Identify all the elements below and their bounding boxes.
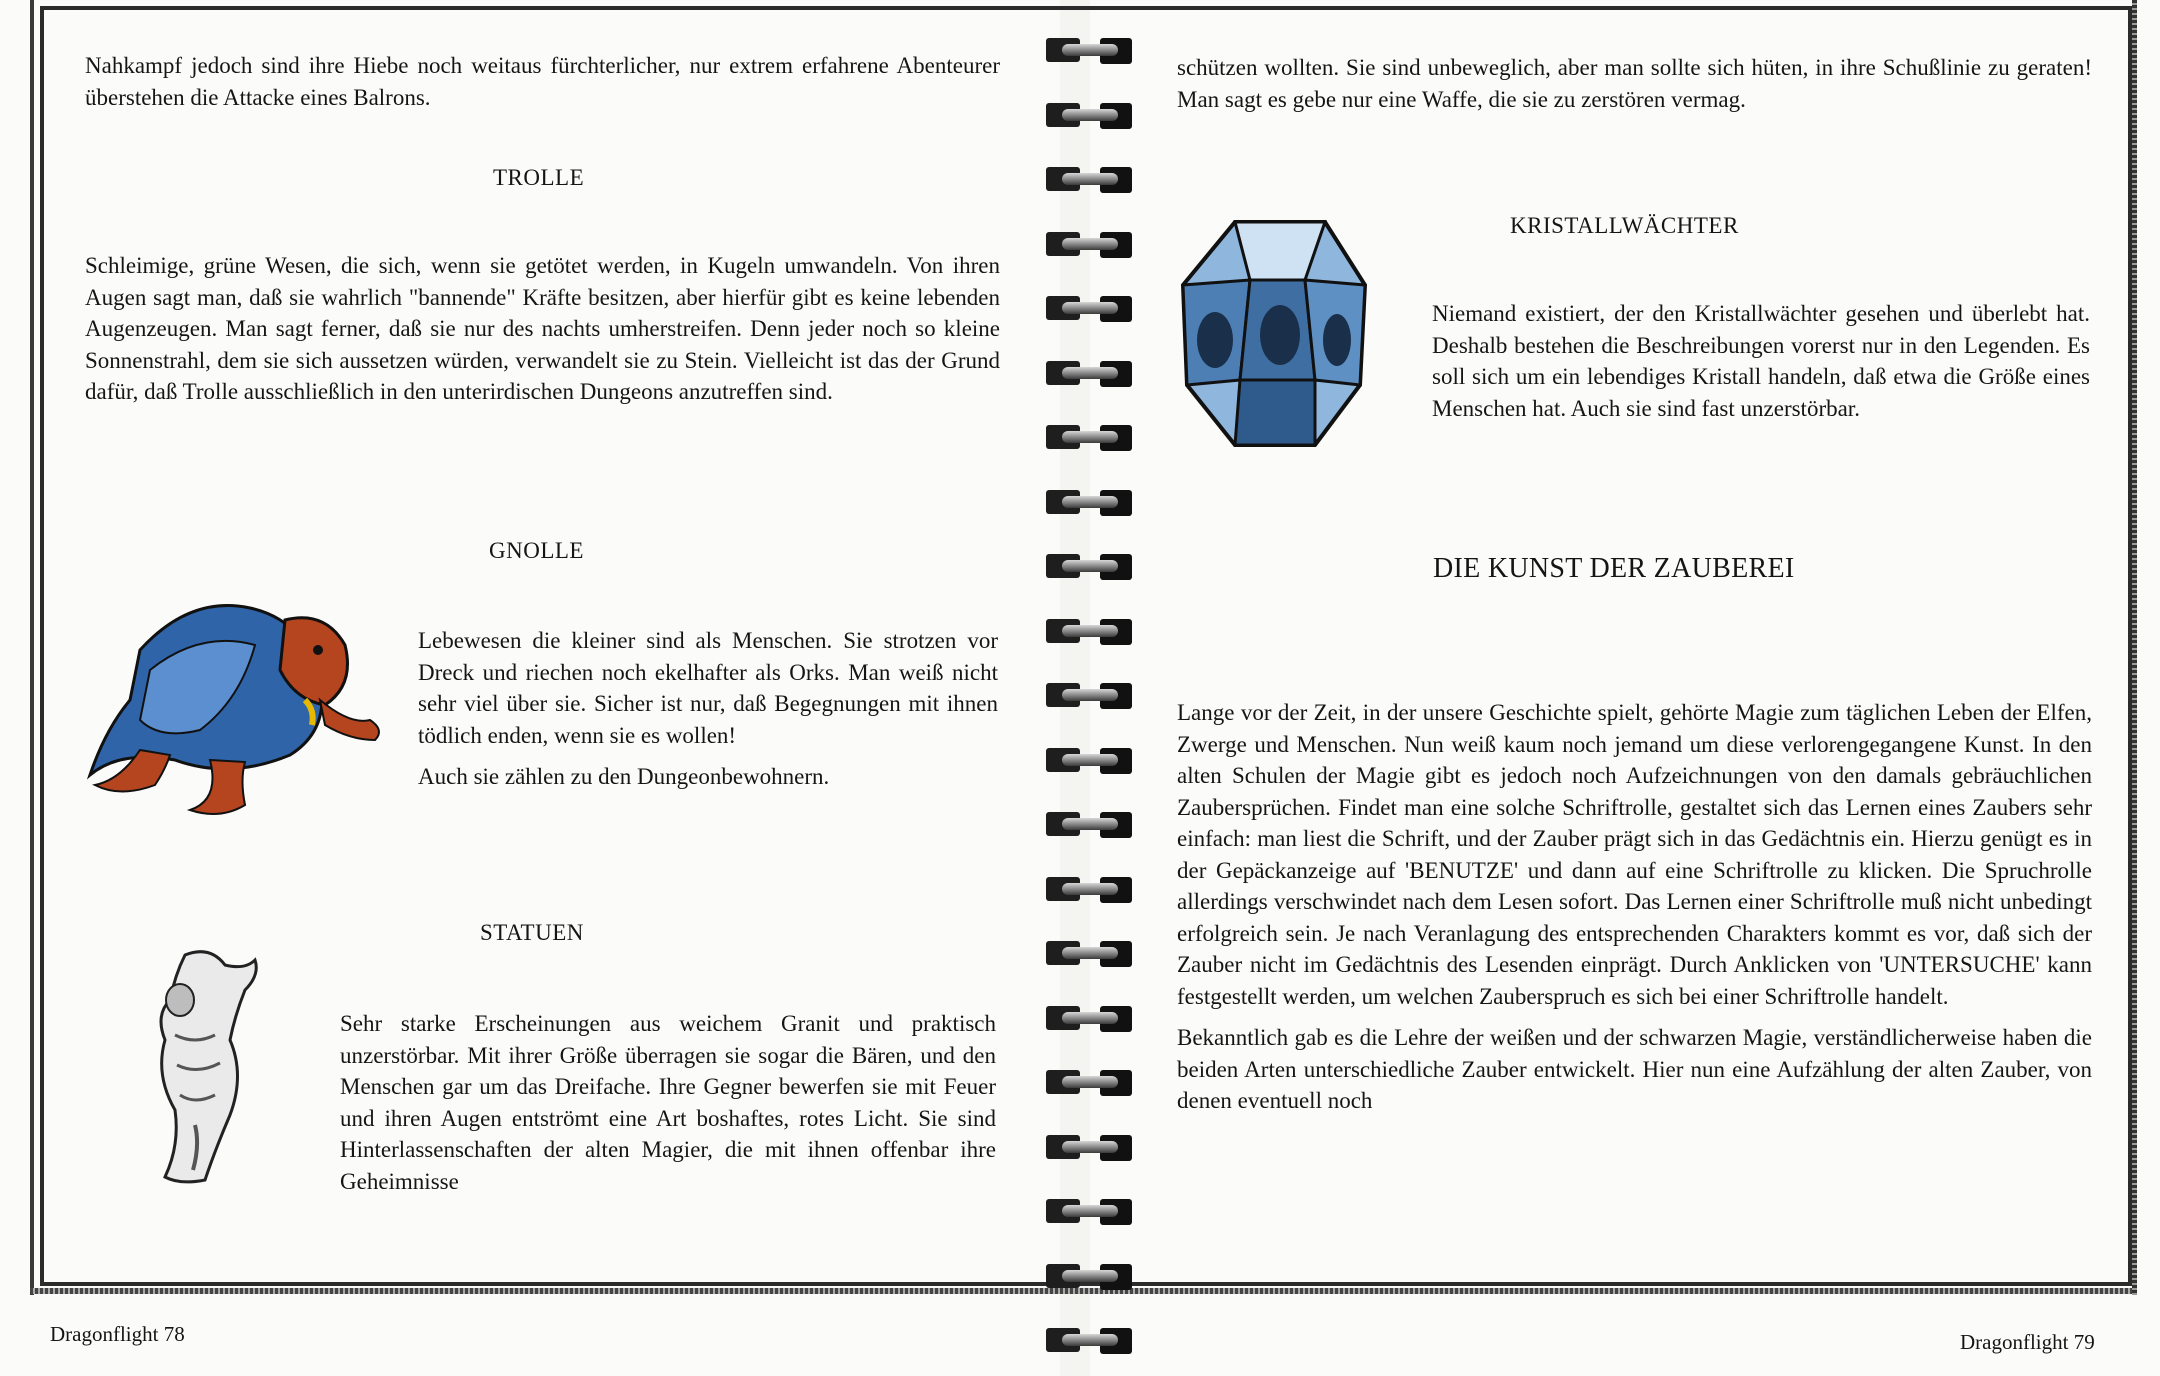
spiral-ring: [1040, 1127, 1140, 1167]
ring-wire: [1062, 947, 1118, 959]
spiral-ring: [1040, 417, 1140, 457]
ring-wire: [1062, 754, 1118, 766]
ring-wire: [1062, 173, 1118, 185]
spiral-ring: [1040, 740, 1140, 780]
zauberei-paragraph-1: Lange vor der Zeit, in der unsere Geschichte spielt, gehörte Magie zum täglichen Leben der Elfen, Zwerge und Menschen. Nun weiß kaum noch jemand um diese verlorengegangene Kunst. In den alten Schulen der Magie gibt es jedoch noch Aufzeichnungen von den damals gebräuchlichen Zaubersprüchen. Findet man eine solche Schriftrolle, gestaltet sich das Lernen eines Zaubers sehr einfach: man liest die Schrift, und der Zauber prägt sich in das Gedächtnis ein. Hierzu genügt es in der Gepäckanzeige auf 'BENUTZE' und dann auf eine Schriftrolle zu klicken. Die Spruchrolle allerdings verschwindet nach dem Lesen sofort. Das Lernen einer Schriftrolle muß nicht unbedingt erfolgreich sein. Je nach Veranlagung des entsprechenden Charakters kommt es vor, daß sich der Zauber nicht im Gedächtnis des Lesenden einprägt. Durch Anklicken von 'UNTERSUCHE' kann festgestellt werden, um welchen Zauberspruch es sich bei einer Schriftrolle handelt.: [1177, 700, 2092, 1009]
ring-wire: [1062, 625, 1118, 637]
trolle-text: [85, 250, 1000, 418]
left-page-footer: Dragonflight 78: [50, 1322, 185, 1346]
crystal-illustration: [1175, 210, 1375, 455]
ring-wire: [1062, 818, 1118, 830]
right-intro-paragraph: schützen wollten. Sie sind unbeweglich, aber man sollte sich hüten, in ihre Schußlinie zu geraten! Man sagt es gebe nur eine Waffe, die sie zu zerstören vermag.: [1177, 55, 2092, 112]
ring-wire: [1062, 1270, 1118, 1282]
spiral-ring: [1040, 998, 1140, 1038]
statue-illustration: [135, 945, 265, 1190]
trolle-paragraph: Schleimige, grüne Wesen, die sich, wenn sie getötet werden, in Kugeln umwandeln. Von ihren Augen sagt man, daß sie wahrlich "bannende" Kräfte besitzen, aber hierfür gibt es keine lebenden Augenzeugen. Man sagt ferner, daß sie nur des nachts umherstreifen. Denn jeder noch so kleine Sonnenstrahl, dem sie sich aussetzen würden, verwandelt sie zu Stein. Vielleicht ist das der Grund dafür, daß Trolle ausschließlich in den unterirdischen Dungeons anzutreffen sind.: [85, 253, 1000, 404]
ring-wire: [1062, 431, 1118, 443]
ring-wire: [1062, 1205, 1118, 1217]
gnoll-illustration: [80, 590, 390, 820]
spiral-ring: [1040, 1256, 1140, 1296]
left-frame-bottom: [30, 1288, 1090, 1294]
spiral-ring: [1040, 482, 1140, 522]
left-frame-edge: [30, 0, 34, 1295]
spiral-ring: [1040, 1191, 1140, 1231]
ring-wire: [1062, 44, 1118, 56]
spiral-binding: [1040, 30, 1140, 1350]
spiral-ring: [1040, 30, 1140, 70]
heading-gnolle: GNOLLE: [489, 538, 584, 563]
ring-wire: [1062, 883, 1118, 895]
ring-wire: [1062, 302, 1118, 314]
heading-kunst-der-zauberei: DIE KUNST DER ZAUBEREI: [1433, 553, 1795, 584]
heading-kristallwaechter: KRISTALLWÄCHTER: [1510, 213, 1739, 238]
intro-paragraph: Nahkampf jedoch sind ihre Hiebe noch weitaus fürchterlicher, nur extrem erfahrene Abenteurer überstehen die Attacke eines Balrons.: [85, 53, 1000, 110]
ring-wire: [1062, 1076, 1118, 1088]
kristallwaechter-paragraph: Niemand existiert, der den Kristallwächter gesehen und überlebt hat. Deshalb bestehen die Beschreibungen vorerst nur in den Legenden. Es soll sich um ein lebendiges Kristall handeln, daß etwa die Größe eines Menschen hat. Auch sie sind fast unzerstörbar.: [1432, 301, 2090, 421]
zauberei-paragraph-2: Bekanntlich gab es die Lehre der weißen und der schwarzen Magie, verständlicherweise haben die beiden Arten unterschiedliche Zauber entwickelt. Hier nun eine Aufzählung der alten Zauber, von denen eventuell noch: [1177, 1025, 2092, 1113]
statuen-paragraph: Sehr starke Erscheinungen aus weichem Granit und praktisch unzerstörbar. Mit ihrer Größe überragen sie sogar die Bären, und den Menschen gar um das Dreifache. Ihre Gegner bewerfen sie mit Feuer und ihren Augen entströmt eine Art boshaftes, rotes Licht. Sie sind Hinterlassenschaften der alten Magier, die mit ihnen offenbar ihre Geheimnisse: [340, 1011, 996, 1194]
ring-wire: [1062, 560, 1118, 572]
spiral-ring: [1040, 869, 1140, 909]
ring-wire: [1062, 496, 1118, 508]
right-frame-edge: [2132, 0, 2137, 1295]
spiral-ring: [1040, 804, 1140, 844]
ring-wire: [1062, 1141, 1118, 1153]
right-frame-bottom: [1085, 1288, 2137, 1294]
spiral-ring: [1040, 675, 1140, 715]
spiral-ring: [1040, 159, 1140, 199]
spiral-ring: [1040, 546, 1140, 586]
spiral-ring: [1040, 224, 1140, 264]
spiral-ring: [1040, 1062, 1140, 1102]
gnolle-text: [418, 625, 998, 803]
ring-wire: [1062, 689, 1118, 701]
zauberei-text: [1177, 697, 2092, 1127]
spiral-ring: [1040, 288, 1140, 328]
left-intro-text: [85, 50, 1000, 123]
ring-wire: [1062, 1334, 1118, 1346]
spiral-ring: [1040, 95, 1140, 135]
heading-trolle: TROLLE: [493, 165, 585, 190]
ring-wire: [1062, 1012, 1118, 1024]
spiral-ring: [1040, 1320, 1140, 1360]
ring-wire: [1062, 238, 1118, 250]
statuen-text: [340, 1008, 996, 1207]
right-intro-text: [1177, 52, 2092, 125]
spiral-ring: [1040, 353, 1140, 393]
ring-wire: [1062, 367, 1118, 379]
kristallwaechter-text: [1432, 298, 2090, 434]
right-page-footer: Dragonflight 79: [1960, 1330, 2095, 1354]
gnolle-paragraph-1: Lebewesen die kleiner sind als Menschen. Sie strotzen vor Dreck und riechen noch ekelhafter als Orks. Man weiß nicht sehr viel über sie. Sicher ist nur, daß Begegnungen mit ihnen tödlich enden, wenn sie es wollen!: [418, 628, 998, 748]
spiral-ring: [1040, 611, 1140, 651]
spiral-ring: [1040, 933, 1140, 973]
gnolle-paragraph-2: Auch sie zählen zu den Dungeonbewohnern.: [418, 764, 830, 789]
ring-wire: [1062, 109, 1118, 121]
heading-statuen: STATUEN: [480, 920, 584, 945]
